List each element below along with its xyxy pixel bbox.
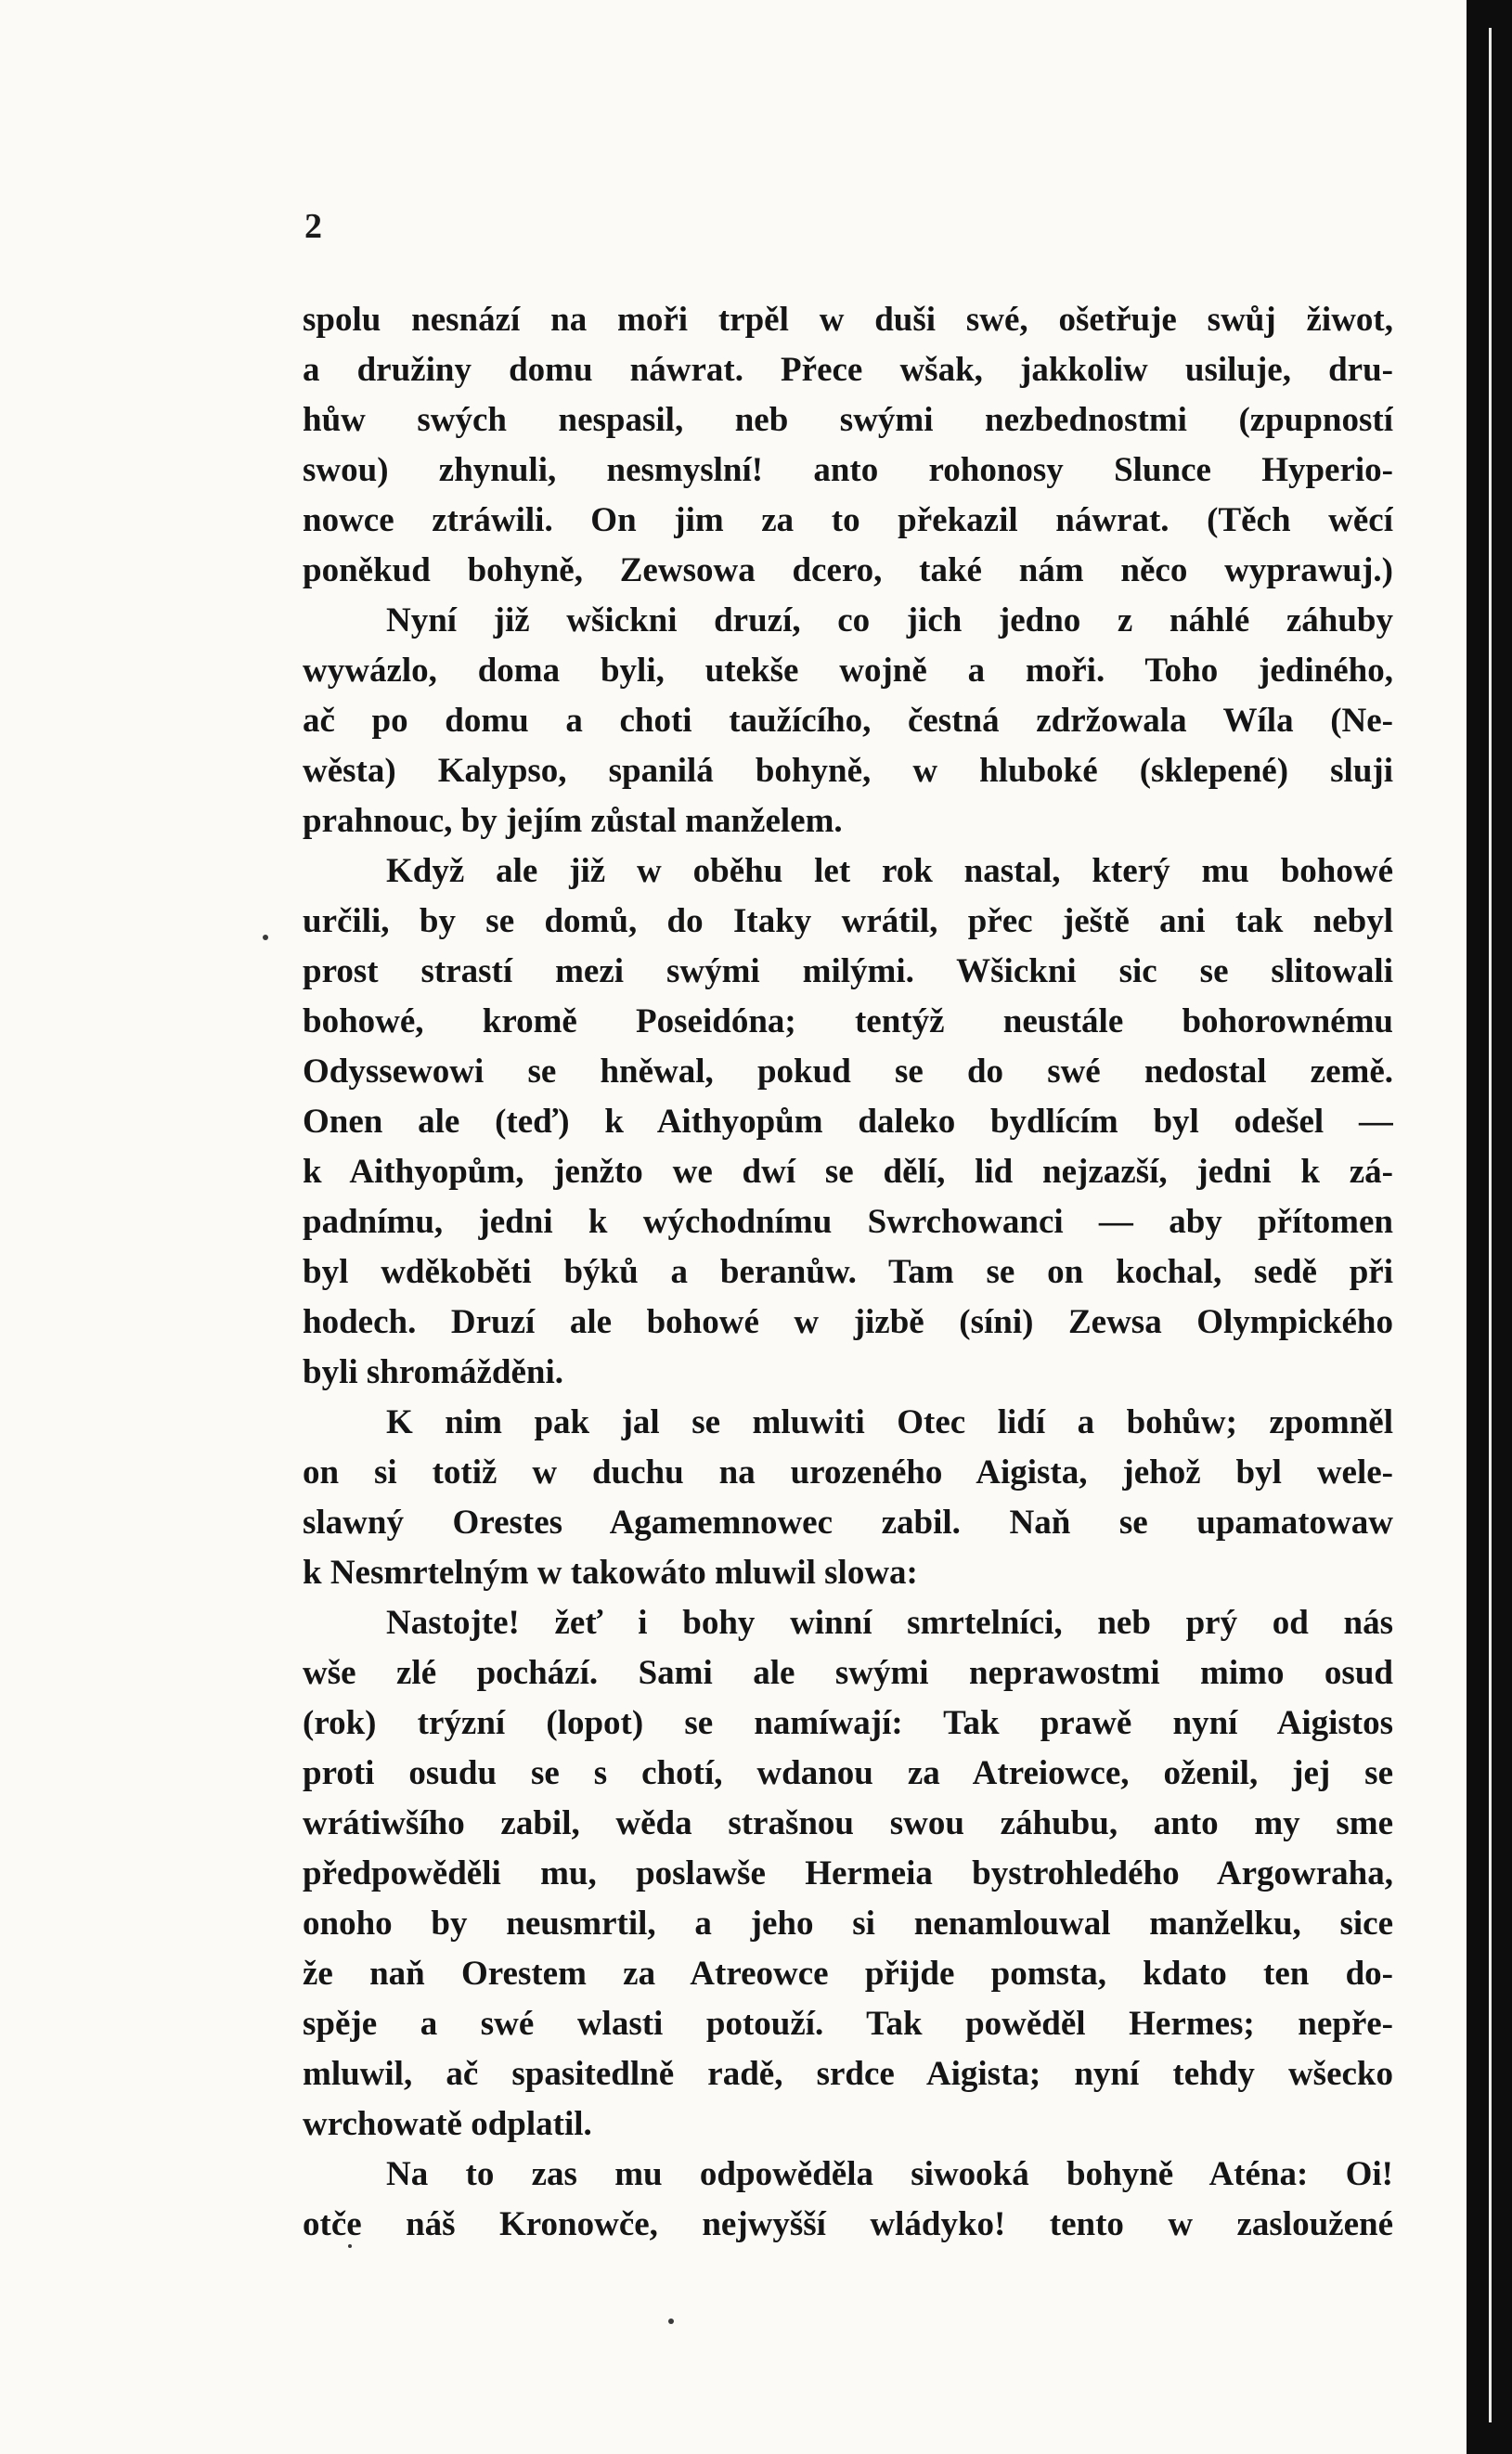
text-line: k Aithyopům, jenžto we dwí se dělí, lid nejzazší, jedni k zá- [303, 1153, 1393, 1191]
text-line: a družiny domu náwrat. Přece wšak, jakkoliw usiluje, dru- [303, 351, 1393, 389]
text-line: (rok) trýzní (lopot) se namíwají: Tak prawě nyní Aigistos [303, 1704, 1393, 1742]
ink-speck [348, 2244, 352, 2248]
scan-edge-line [1489, 28, 1492, 2422]
text-line: předpowěděli mu, poslawše Hermeia bystrohledého Argowraha, [303, 1854, 1393, 1892]
page-number: 2 [304, 207, 322, 246]
text-line: byli shromážděni. [303, 1353, 563, 1391]
text-line: k Nesmrtelným w takowáto mluwil slowa: [303, 1554, 918, 1592]
text-line: wěsta) Kalypso, spanilá bohyně, w hluboké (sklepené) sluji [303, 752, 1393, 790]
body-text [303, 295, 1393, 2250]
text-line: on si totiž w duchu na urozeného Aigista, jehož byl wele- [303, 1453, 1393, 1492]
text-line: nowce ztráwili. On jim za to překazil náwrat. (Těch wěcí [303, 501, 1393, 539]
text-line: swou) zhynuli, nesmyslní! anto rohonosy Slunce Hyperio- [303, 451, 1393, 489]
text-line: mluwil, ač spasitedlně radě, srdce Aigista; nyní tehdy wšecko [303, 2055, 1393, 2093]
text-line: wrátiwšího zabil, wěda strašnou swou záhubu, anto my sme [303, 1804, 1393, 1842]
text-line: určili, by se domů, do Itaky wrátil, přec ještě ani tak nebyl [303, 902, 1393, 940]
text-line: Nyní již wšickni druzí, co jich jedno z náhlé záhuby [386, 601, 1393, 639]
text-line: Na to zas mu odpowěděla siwooká bohyně Aténa: Oi! [386, 2155, 1393, 2193]
text-line: prost strastí mezi swými milými. Wšickni sic se slitowali [303, 952, 1393, 990]
text-line: wše zlé pochází. Sami ale swými neprawostmi mimo osud [303, 1654, 1393, 1692]
text-line: onoho by neusmrtil, a jeho si nenamlouwal manželku, sice [303, 1905, 1393, 1943]
text-line: otče náš Kronowče, nejwyšší wládyko! tento w zasloužené [303, 2205, 1393, 2243]
ink-speck [263, 935, 268, 940]
text-line: padnímu, jedni k wýchodnímu Swrchowanci — aby přítomen [303, 1203, 1393, 1241]
text-line: bohowé, kromě Poseidóna; tentýž neustále bohorownému [303, 1002, 1393, 1040]
text-line: wywázlo, doma byli, utekše wojně a moři. Toho jediného, [303, 652, 1393, 690]
text-line: proti osudu se s chotí, wdanou za Atreiowce, oženil, jej se [303, 1754, 1393, 1792]
text-line: K nim pak jal se mluwiti Otec lidí a bohůw; zpomněl [386, 1403, 1393, 1441]
text-line: spolu nesnází na moři trpěl w duši swé, ošetřuje swůj žiwot, [303, 301, 1393, 339]
text-line: spěje a swé wlasti potouží. Tak powěděl Hermes; nepře- [303, 2005, 1393, 2043]
text-line: prahnouc, by jejím zůstal manželem. [303, 802, 843, 840]
text-line: poněkud bohyně, Zewsowa dcero, také nám něco wyprawuj.) [303, 551, 1393, 589]
scan-edge [1467, 0, 1512, 2454]
text-line: Když ale již w oběhu let rok nastal, který mu bohowé [386, 852, 1393, 890]
ink-speck [668, 2318, 674, 2324]
text-line: hodech. Druzí ale bohowé w jizbě (síni) Zewsa Olympického [303, 1303, 1393, 1341]
text-line: slawný Orestes Agamemnowec zabil. Naň se upamatowaw [303, 1504, 1393, 1542]
text-line: Onen ale (teď) k Aithyopům daleko bydlícím byl odešel — [303, 1103, 1393, 1141]
text-line: ač po domu a choti taužícího, čestná zdržowala Wíla (Ne- [303, 702, 1393, 740]
text-line: wrchowatě odplatil. [303, 2105, 592, 2143]
text-line: hůw swých nespasil, neb swými nezbednostmi (zpupností [303, 401, 1393, 439]
text-line: že naň Orestem za Atreowce přijde pomsta, kdato ten do- [303, 1955, 1393, 1993]
text-line: Nastojte! žeť i bohy winní smrtelníci, neb prý od nás [386, 1604, 1393, 1642]
text-line: Odyssewowi se hněwal, pokud se do swé nedostal země. [303, 1053, 1393, 1091]
text-line: byl wděkoběti býků a beranůw. Tam se on kochal, sedě při [303, 1253, 1393, 1291]
